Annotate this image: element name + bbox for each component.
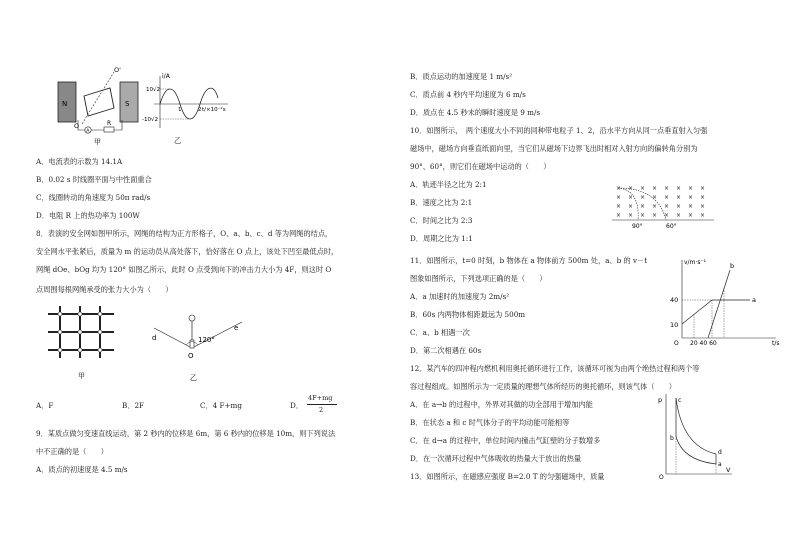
svg-text:×: × (700, 185, 706, 192)
q9-line-1: 9．某质点做匀变速直线运动，第 2 秒内的位移是 6m，第 6 秒内的位移是 10m，则下列说法 (36, 429, 336, 438)
svg-text:×: × (616, 185, 622, 192)
vt-xlabel: t/s (772, 340, 780, 347)
svg-text:×: × (652, 212, 658, 219)
q13-line-1: 13．如图所示，在磁感应强度 B=2.0 T 的匀强磁场中，质量 (410, 472, 605, 481)
label-a: A (86, 129, 90, 134)
q8-option-d-denominator: 2 (319, 406, 324, 414)
q8-option-d-prefix: D． (290, 401, 303, 410)
svg-text:×: × (664, 194, 670, 201)
left-column (22, 0, 402, 560)
vt-y40: 40 (670, 296, 679, 304)
pv-label-b: b (670, 435, 674, 442)
q7-option-d: D．电阻 R 上的热功率为 100W (36, 211, 140, 220)
q10-option-c: C．时间之比为 2:3 (410, 216, 473, 225)
svg-text:×: × (676, 194, 682, 201)
svg-text:×: × (664, 212, 670, 219)
athlete-head (189, 315, 195, 321)
svg-text:×: × (676, 212, 682, 219)
svg-text:×: × (640, 203, 646, 210)
pv-label-c: c (678, 397, 682, 404)
magnetic-field-figure (610, 182, 720, 230)
pv-label-a: a (718, 461, 722, 468)
pv-ylabel: p (658, 396, 663, 404)
svg-text:×: × (688, 212, 694, 219)
svg-text:×: × (676, 203, 682, 210)
fig-caption-yi: 乙 (174, 136, 182, 145)
q11-line-2: 图象如图所示，下列选项正确的是（ ） (410, 274, 547, 283)
line-a-ramp (682, 300, 712, 324)
svg-text:×: × (640, 185, 646, 192)
generator-figure (52, 12, 232, 146)
q7-option-a: A．电流表的示数为 14.1A (36, 157, 123, 166)
svg-text:×: × (652, 185, 658, 192)
svg-text:×: × (616, 203, 622, 210)
q12-line-2: 容过程组成。如图所示为一定质量的理想气体所经历的奥托循环，则该气体（ ） (410, 382, 676, 391)
ab-curve (676, 436, 716, 464)
vt-origin: O (674, 340, 679, 347)
label-o: O (188, 352, 194, 360)
q8-option-d-numerator: 4F+mg (308, 394, 333, 402)
axis-line (82, 72, 114, 124)
label-r: R (107, 120, 112, 127)
pv-xlabel: V (726, 466, 731, 474)
q11-line-1: 11．如图所示，t=0 时刻，b 物体在 a 物体前方 500m 处，a、b 的 v－t (410, 256, 648, 265)
q7-option-b: B．0.02 s 时线圈平面与中性面重合 (36, 175, 152, 184)
svg-text:×: × (628, 185, 634, 192)
graph-ymax: 10√2 (146, 87, 161, 93)
svg-text:×: × (616, 212, 622, 219)
fraction-bar (307, 404, 337, 405)
label-d: d (152, 334, 157, 342)
vt-y10: 10 (670, 321, 679, 329)
q11-option-d: D．第二次相遇在 60s (410, 346, 482, 355)
q8-line-1: 8．表演的安全网如图甲所示，网绳的结构为正方形格子，O、a、b、c、d 等为网绳的结点， (36, 229, 333, 238)
label-o: O (74, 122, 80, 130)
circuit-wire (78, 120, 122, 130)
v-caption: 乙 (190, 374, 197, 382)
field-crosses (616, 185, 705, 219)
net-caption: 甲 (78, 372, 85, 380)
graph-x2: 2 (198, 107, 202, 113)
q11-option-c: C．a、b 相遇一次 (410, 328, 470, 337)
q8-line-4: 点周围每根网绳承受的张力大小为（ ） (36, 285, 173, 294)
graph-x1: 1 (178, 107, 182, 113)
svg-text:×: × (676, 185, 682, 192)
pv-origin: O (659, 474, 664, 481)
q8-line-2: 安全网水平张紧后，质量为 m 的运动员从高处落下，恰好落在 O 点上，该处下凹至最低点时， (36, 247, 339, 256)
line-b (708, 270, 730, 338)
pv-graph (656, 390, 736, 480)
q9-option-b: B．质点运动的加速度是 1 m/s² (410, 72, 513, 81)
vt-label-b: b (730, 262, 735, 270)
svg-text:×: × (700, 203, 706, 210)
net-figure (36, 300, 256, 388)
label-n: N (62, 100, 68, 108)
q12-line-1: 12．某汽车的四冲程内燃机利用奥托循环进行工作，该循环可视为由两个绝热过程和两个等 (410, 364, 700, 373)
vt-xticks: 20 40 60 (690, 340, 717, 347)
sine-curve (160, 88, 218, 119)
right-column (410, 0, 790, 560)
vt-ylabel: v/m·s⁻¹ (684, 259, 707, 266)
label-e: e (234, 324, 239, 332)
q9-option-a: A．质点的初速度是 4.5 m/s (36, 465, 128, 474)
svg-text:×: × (700, 212, 706, 219)
q10-option-a: A．轨迹半径之比为 2:1 (410, 180, 487, 189)
q8-option-a: A．F (36, 401, 54, 410)
q9-option-d: D．质点在 4.5 秒末的瞬时速度是 9 m/s (410, 108, 541, 117)
graph-ymin: -10√2 (142, 117, 158, 123)
q10-line-2: 磁场中，磁场方向垂直纸面向里，当它们从磁场下边界飞出时相对入射方向的偏转角分别为 (410, 144, 698, 153)
svg-text:×: × (640, 194, 646, 201)
q8-option-b: B．2F (122, 401, 145, 410)
q12-option-a: A．在 a→b 的过程中，外界对其做的功全部用于增加内能 (410, 400, 593, 409)
q8-option-c: C．4 F+mg (200, 401, 242, 410)
graph-xlabel: t/×10⁻²s (202, 107, 226, 113)
q12-option-d: D．在一次循环过程中气体吸收的热量大于放出的热量 (410, 454, 582, 463)
graph-ylabel: i/A (162, 73, 170, 80)
q10-line-3: 90°、60°，则它们在磁场中运动的（ ） (410, 162, 551, 171)
svg-text:×: × (664, 185, 670, 192)
svg-text:×: × (688, 185, 694, 192)
svg-text:×: × (652, 203, 658, 210)
fig-caption-jia: 甲 (94, 138, 101, 146)
svg-text:×: × (652, 194, 658, 201)
q11-option-a: A．a 加速时的加速度为 2m/s² (410, 292, 510, 301)
vt-label-a: a (752, 296, 756, 304)
svg-text:×: × (628, 212, 634, 219)
svg-text:×: × (640, 212, 646, 219)
svg-text:×: × (700, 194, 706, 201)
q12-option-c: C．在 d→a 的过程中，单位时间内撞击气缸壁的分子数增多 (410, 436, 601, 445)
svg-text:×: × (616, 194, 622, 201)
q7-option-c: C．线圈转动的角速度为 50π rad/s (36, 193, 151, 202)
resistor (104, 127, 114, 132)
svg-text:×: × (628, 203, 634, 210)
angle-label: 120° (198, 336, 215, 344)
q9-line-2: 中不正确的是（ ） (36, 447, 108, 456)
q8-line-3: 网绳 dOe、bOg 均为 120° 如图乙所示，此时 O 点受到向下的冲击力大小为 4F，则这时 O (36, 265, 332, 274)
angle-60: 60° (666, 223, 677, 230)
q12-option-b: B．在状态 a 和 c 时气体分子的平均动能可能相等 (410, 418, 570, 427)
svg-text:×: × (628, 194, 634, 201)
angle-90: 90° (632, 223, 643, 230)
athlete-legs (190, 340, 194, 348)
label-s: S (125, 100, 130, 108)
pv-label-d: d (718, 449, 722, 456)
cd-curve (676, 398, 716, 454)
svg-text:×: × (688, 194, 694, 201)
q10-option-b: B．速度之比为 2:1 (410, 198, 473, 207)
svg-text:×: × (688, 203, 694, 210)
label-oprime: O' (114, 66, 121, 74)
q10-option-d: D．周期之比为 1:1 (410, 234, 473, 243)
q11-option-b: B．60s 内两物体相距最远为 500m (410, 310, 526, 319)
q9-option-c: C．质点前 4 秒内平均速度为 6 m/s (410, 90, 526, 99)
coil (84, 88, 114, 116)
q10-line-1: 10．如图所示， 两个速度大小不同的同种带电粒子 1、2，沿水平方向从同一点垂直射入匀强 (410, 126, 708, 135)
vt-graph (668, 254, 788, 346)
svg-text:×: × (664, 203, 670, 210)
